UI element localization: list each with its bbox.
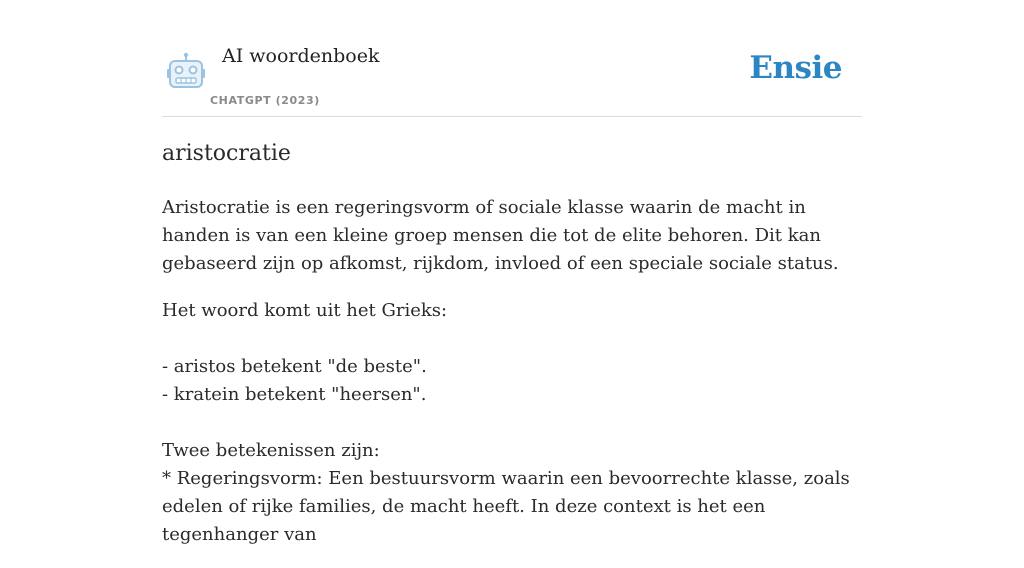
site-title[interactable]: AI woordenboek bbox=[222, 45, 380, 67]
entry-content bbox=[162, 138, 862, 568]
definition-paragraph: Aristocratie is een regeringsvorm of sociale klasse waarin de macht in handen is van een kleine groep mensen die tot de elite behoren. Dit kan gebaseerd zijn op afkomst, rijkdom, invloed of een speciale sociale status. bbox=[162, 197, 839, 274]
source-label: CHATGPT (2023) bbox=[210, 94, 320, 107]
brand-logo[interactable]: Ensie bbox=[749, 50, 842, 86]
robot-icon bbox=[166, 52, 206, 90]
header bbox=[162, 0, 862, 117]
entry-term: aristocratie bbox=[162, 141, 291, 166]
etymology-paragraph: Het woord komt uit het Grieks: - aristos betekent "de beste". - kratein betekent "heersen". Twee betekenissen zijn: * Regeringsvorm: Een bestuursvorm waarin een bevoorrechte klasse, zoals edelen of rijke families, de macht heeft. In deze context is het een tegenhanger van bbox=[162, 300, 850, 545]
